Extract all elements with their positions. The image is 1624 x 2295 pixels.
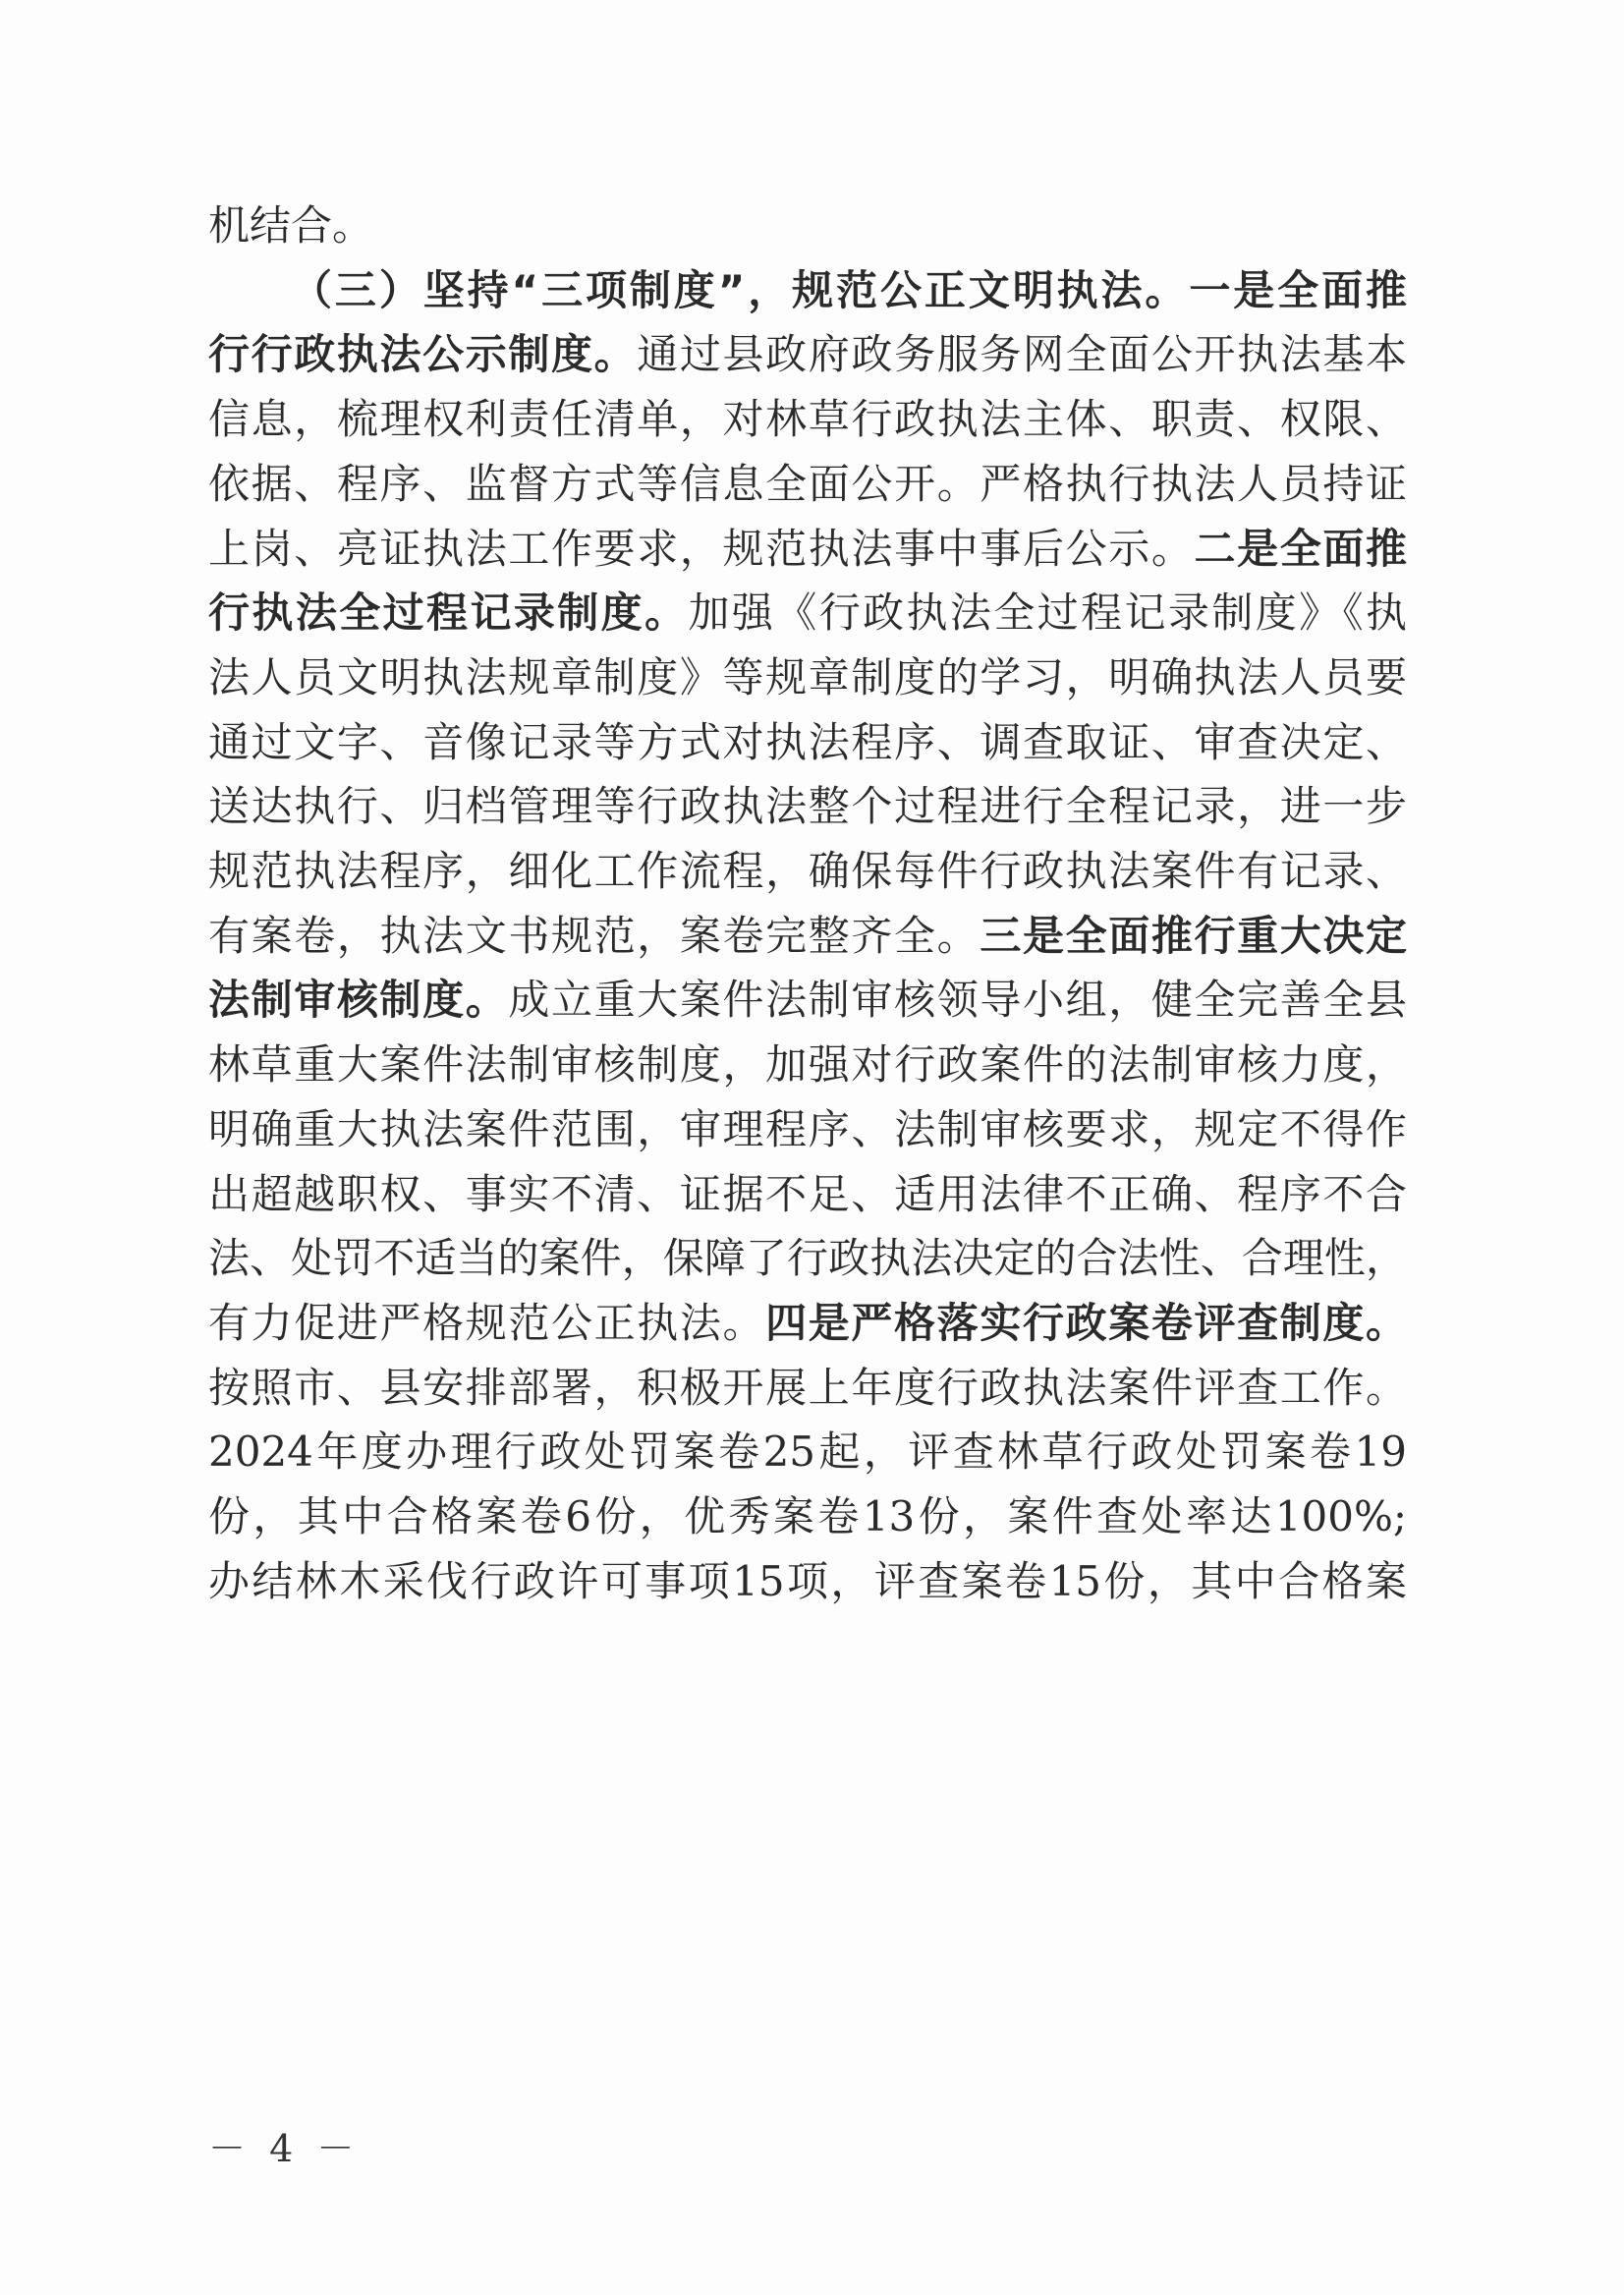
bold-heading-text: （三）坚持“三项制度”，规范公正文明执法。一是全面推 (291, 265, 1407, 314)
text-line (208, 320, 1407, 389)
text-line (208, 1418, 1407, 1486)
bold-heading-text: 行执法全过程记录制度。 (208, 588, 689, 638)
text-line (208, 837, 1407, 906)
body-text: 加强《行政执法全过程记录制度》《执 (688, 588, 1407, 638)
text-line (208, 708, 1407, 777)
bold-heading-text: 法制审核制度。 (208, 976, 509, 1025)
body-text: 规范执法程序，细化工作流程，确保每件行政执法案件有记录、 (208, 847, 1407, 895)
text-line (208, 579, 1407, 647)
body-text: 信息，梳理权利责任清单，对林草行政执法主体、职责、权限、 (208, 395, 1407, 444)
body-text: 明确重大执法案件范围，审理程序、法制审核要求，规定不得作 (208, 1104, 1407, 1153)
body-text: 上岗、亮证执法工作要求，规范执法事中事后公示。 (208, 524, 1195, 573)
text-line (208, 1224, 1407, 1293)
body-text: 办结林木采伐行政许可事项15项，评查案卷15份，其中合格案 (208, 1556, 1407, 1605)
body-text: 机结合。 (208, 201, 374, 250)
text-line (208, 644, 1407, 712)
page-number: － 4 － (208, 2127, 361, 2170)
text-line (208, 1031, 1407, 1099)
body-text: 出超越职权、事实不清、证据不足、适用法律不正确、程序不合 (208, 1169, 1407, 1218)
bold-heading-text: 二是全面推 (1194, 524, 1407, 573)
text-line (208, 1547, 1407, 1616)
text-line (208, 1354, 1407, 1423)
body-text: 通过县政府政务服务网全面公开执法基本 (637, 330, 1407, 379)
body-text: 通过文字、音像记录等方式对执法程序、调查取证、审查决定、 (208, 717, 1407, 766)
body-text: 2024年度办理行政处罚案卷25起，评查林草行政处罚案卷19 (208, 1427, 1407, 1477)
text-line (208, 515, 1407, 584)
body-text: 送达执行、归档管理等行政执法整个过程进行全程记录，进一步 (208, 782, 1407, 831)
bold-heading-text: 行行政执法公示制度。 (208, 330, 638, 379)
text-line (291, 256, 1407, 325)
bold-heading-text: 三是全面推行重大决定 (980, 911, 1407, 960)
body-text: 有力促进严格规范公正执法。 (208, 1298, 766, 1347)
body-text: 有案卷，执法文书规范，案卷完整齐全。 (208, 911, 980, 960)
body-text: 法、处罚不适当的案件，保障了行政执法决定的合法性、合理性， (208, 1234, 1407, 1283)
text-line (208, 1289, 1407, 1358)
text-line (208, 1095, 1407, 1164)
text-line (208, 1483, 1407, 1551)
text-line (208, 1160, 1407, 1229)
body-text: 依据、程序、监督方式等信息全面公开。严格执行执法人员持证 (208, 459, 1407, 508)
text-line (208, 385, 1407, 454)
text-line (208, 450, 1407, 519)
body-text: 按照市、县安排部署，积极开展上年度行政执法案件评查工作。 (208, 1363, 1407, 1412)
body-text: 份，其中合格案卷6份，优秀案卷13份，案件查处率达100%; (208, 1492, 1407, 1540)
text-line (208, 772, 1407, 841)
text-line (208, 192, 1407, 260)
text-line (208, 902, 1407, 971)
body-text: 法人员文明执法规章制度》等规章制度的学习，明确执法人员要 (208, 652, 1407, 701)
bold-heading-text: 四是严格落实行政案卷评查制度。 (765, 1298, 1407, 1347)
body-text: 成立重大案件法制审核领导小组，健全完善全县 (508, 976, 1407, 1025)
body-text: 林草重大案件法制审核制度，加强对行政案件的法制审核力度， (208, 1040, 1407, 1090)
text-line (208, 966, 1407, 1035)
